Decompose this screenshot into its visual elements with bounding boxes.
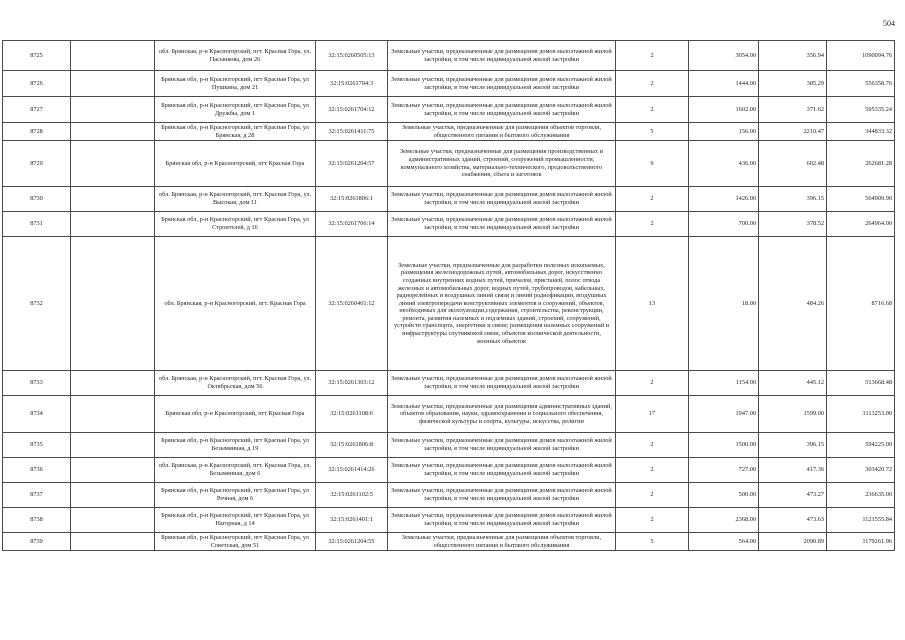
group-code-cell: 2: [616, 371, 689, 396]
cadastral-value-cell: 236635.00: [827, 483, 895, 508]
cadastral-number-cell: 32:15:0261414:26: [316, 458, 388, 483]
specific-value-cell: 2210.47: [759, 123, 827, 141]
cadastral-value-cell: 595335.24: [827, 97, 895, 123]
table-row: [3, 141, 895, 187]
cadastral-number-cell: 32:15:0261806:8: [316, 433, 388, 458]
land-use-cell: Земельные участки, предназначенные для размещения домов малоэтажной жилой застройки, в том числе индивидуальной жилой застройки: [388, 371, 616, 396]
empty-cell: [71, 212, 155, 237]
area-cell: 1426.00: [689, 187, 759, 212]
group-code-cell: 13: [616, 237, 689, 371]
empty-cell: [71, 97, 155, 123]
row-number-cell: 8738: [3, 508, 71, 533]
table-row: [3, 458, 895, 483]
address-cell: обл. Брянская, р-н Красногорский, пгт. Красная Гора: [155, 237, 316, 371]
specific-value-cell: 385.29: [759, 71, 827, 97]
specific-value-cell: 417.36: [759, 458, 827, 483]
empty-cell: [71, 508, 155, 533]
empty-cell: [71, 483, 155, 508]
address-cell: Брянская обл, р-н Красногорский, пгт Красная Гора, ул Советская, дом 51: [155, 533, 316, 551]
cadastral-number-cell: 32:15:0261706:14: [316, 212, 388, 237]
address-cell: Брянская обл, р-н Красногорский, пгт Красная Гора, ул Строителей, д 16: [155, 212, 316, 237]
cadastral-number-cell: 32:15:0261806:1: [316, 187, 388, 212]
table-row: [3, 212, 895, 237]
address-cell: обл. Брянская, р-н Красногорский, пгт. Красная Гора, ул. Безымянная, дом 6: [155, 458, 316, 483]
specific-value-cell: 378.52: [759, 212, 827, 237]
group-code-cell: 2: [616, 483, 689, 508]
cadastral-value-cell: 556358.76: [827, 71, 895, 97]
table-row: [3, 508, 895, 533]
table-row: [3, 123, 895, 141]
cadastral-number-cell: 32:15:0260401:12: [316, 237, 388, 371]
row-number-cell: 8737: [3, 483, 71, 508]
empty-cell: [71, 396, 155, 433]
cadastral-value-cell: 8716.68: [827, 237, 895, 371]
area-cell: 1500.00: [689, 433, 759, 458]
page-number: 504: [883, 19, 895, 28]
table-body: [3, 41, 895, 551]
row-number-cell: 8733: [3, 371, 71, 396]
cadastral-value-cell: 513668.48: [827, 371, 895, 396]
address-cell: Брянская обл, р-н Красногорский, пгт Красная Гора: [155, 396, 316, 433]
table-row: [3, 41, 895, 71]
empty-cell: [71, 458, 155, 483]
table-row: [3, 483, 895, 508]
group-code-cell: 2: [616, 508, 689, 533]
cadastral-value-cell: 262681.28: [827, 141, 895, 187]
land-use-cell: Земельные участки, предназначенные для разработки полезных ископаемых, размещения железнодорожных путей, автомобильных дорог, искусственно созданных внутренних водных путей, причалов, пристаней, полос отвода железных и автомобильных дорог, водных путей, трубопроводов, кабельных, радиорелейных и воздушных линий связи и линий радиофикации, воздушных линий электропередачи конструктивных элементов и сооружений, объектов, необходимых для эксплуатации,содержания, строительства, реконструкции, ремонта, развития наземных и подземных зданий, строений, сооружений, устройств транспорта, энергетики и связи; размещения наземных сооружений и инфраструктуры спутниковой связи, объектов космической деятельности, военных объектов: [388, 237, 616, 371]
specific-value-cell: 445.12: [759, 371, 827, 396]
row-number-cell: 8731: [3, 212, 71, 237]
land-use-cell: Земельные участки, предназначенные для размещения домов малоэтажной жилой застройки, в том числе индивидуальной жилой застройки: [388, 212, 616, 237]
specific-value-cell: 396.15: [759, 187, 827, 212]
land-use-cell: Земельные участки, предназначенные для размещения административных зданий, объектов образования, науки, здравоохранения и социального обеспечения, физической культуры и спорта, культуры, искусства, религии: [388, 396, 616, 433]
address-cell: Брянская обл, р-н Красногорский, пгт Красная Гора, ул Речная, дом 6: [155, 483, 316, 508]
land-use-cell: Земельные участки, предназначенные для размещения объектов торговли, общественного питания и бытового обслуживания: [388, 123, 616, 141]
table-row: [3, 71, 895, 97]
table-row: [3, 237, 895, 371]
group-code-cell: 2: [616, 41, 689, 71]
cadastral-number-cell: 32:15:0260505:13: [316, 41, 388, 71]
empty-cell: [71, 533, 155, 551]
land-use-cell: Земельные участки, предназначенные для размещения домов малоэтажной жилой застройки, в том числе индивидуальной жилой застройки: [388, 41, 616, 71]
cadastral-value-cell: 264964.00: [827, 212, 895, 237]
empty-cell: [71, 371, 155, 396]
group-code-cell: 5: [616, 123, 689, 141]
cadastral-value-cell: 3113253.00: [827, 396, 895, 433]
land-use-cell: Земельные участки, предназначенные для размещения домов малоэтажной жилой застройки, в том числе индивидуальной жилой застройки: [388, 71, 616, 97]
cadastral-number-cell: 32:15:0261411:75: [316, 123, 388, 141]
group-code-cell: 2: [616, 458, 689, 483]
area-cell: 3054.00: [689, 41, 759, 71]
specific-value-cell: 473.63: [759, 508, 827, 533]
land-use-cell: Земельные участки, предназначенные для размещения домов малоэтажной жилой застройки, в том числе индивидуальной жилой застройки: [388, 458, 616, 483]
address-cell: обл. Брянская, р-н Красногорский, пгт. Красная Гора, ул. Октябрьская, дом 56: [155, 371, 316, 396]
specific-value-cell: 356.94: [759, 41, 827, 71]
table-row: [3, 396, 895, 433]
cadastral-number-cell: 32:15:0261401:1: [316, 508, 388, 533]
group-code-cell: 2: [616, 187, 689, 212]
empty-cell: [71, 123, 155, 141]
cadastral-value-cell: 1179261.96: [827, 533, 895, 551]
group-code-cell: 2: [616, 97, 689, 123]
group-code-cell: 5: [616, 533, 689, 551]
group-code-cell: 2: [616, 212, 689, 237]
cadastral-number-cell: 32:15:0261204:57: [316, 141, 388, 187]
land-use-cell: Земельные участки, предназначенные для размещения домов малоэтажной жилой застройки, в том числе индивидуальной жилой застройки: [388, 97, 616, 123]
land-use-cell: Земельные участки, предназначенные для размещения домов малоэтажной жилой застройки, в том числе индивидуальной жилой застройки: [388, 508, 616, 533]
table-row: [3, 433, 895, 458]
specific-value-cell: 371.62: [759, 97, 827, 123]
group-code-cell: 2: [616, 71, 689, 97]
area-cell: 1602.00: [689, 97, 759, 123]
cadastral-number-cell: 32:15:0261303:12: [316, 371, 388, 396]
row-number-cell: 8735: [3, 433, 71, 458]
area-cell: 2368.00: [689, 508, 759, 533]
address-cell: обл. Брянская, р-н Красногорский, пгт. Красная Гора, ул. Пасынкова, дом 26: [155, 41, 316, 71]
group-code-cell: 17: [616, 396, 689, 433]
cadastral-number-cell: 32:15:0261704:3: [316, 71, 388, 97]
table-row: [3, 187, 895, 212]
cadastral-value-cell: 564909.90: [827, 187, 895, 212]
empty-cell: [71, 433, 155, 458]
empty-cell: [71, 237, 155, 371]
cadastral-value-cell: 1121555.84: [827, 508, 895, 533]
area-cell: 700.00: [689, 212, 759, 237]
empty-cell: [71, 41, 155, 71]
empty-cell: [71, 187, 155, 212]
land-use-cell: Земельные участки, предназначенные для размещения производственных и административных зданий, строений, сооружений промышленности, коммунального хозяйства, материально-технического, продовольственного снабжения, сбыта и заготовок: [388, 141, 616, 187]
specific-value-cell: 473.27: [759, 483, 827, 508]
empty-cell: [71, 71, 155, 97]
area-cell: 500.00: [689, 483, 759, 508]
cadastral-number-cell: 32:15:0261204:55: [316, 533, 388, 551]
area-cell: 1154.00: [689, 371, 759, 396]
area-cell: 436.00: [689, 141, 759, 187]
cadastral-number-cell: 32:15:0261108:6: [316, 396, 388, 433]
row-number-cell: 8730: [3, 187, 71, 212]
empty-cell: [71, 141, 155, 187]
row-number-cell: 8728: [3, 123, 71, 141]
specific-value-cell: 1599.00: [759, 396, 827, 433]
table-row: [3, 97, 895, 123]
cadastral-number-cell: 32:15:0261704:12: [316, 97, 388, 123]
cadastral-value-table: [2, 40, 895, 551]
specific-value-cell: 602.48: [759, 141, 827, 187]
table-row: [3, 533, 895, 551]
area-cell: 1444.00: [689, 71, 759, 97]
land-use-cell: Земельные участки, предназначенные для размещения домов малоэтажной жилой застройки, в том числе индивидуальной жилой застройки: [388, 187, 616, 212]
specific-value-cell: 484.26: [759, 237, 827, 371]
specific-value-cell: 2090.89: [759, 533, 827, 551]
cadastral-value-cell: 344833.32: [827, 123, 895, 141]
cadastral-value-cell: 594225.00: [827, 433, 895, 458]
land-use-cell: Земельные участки, предназначенные для размещения объектов торговли, общественного питания и бытового обслуживания: [388, 533, 616, 551]
area-cell: 18.00: [689, 237, 759, 371]
cadastral-number-cell: 32:15:0261102:5: [316, 483, 388, 508]
address-cell: Брянская обл, р-н Красногорский, пгт Красная Гора: [155, 141, 316, 187]
group-code-cell: 2: [616, 433, 689, 458]
address-cell: Брянская обл, р-н Красногорский, пгт Красная Гора, ул Пушкина, дом 21: [155, 71, 316, 97]
cadastral-value-cell: 1090094.76: [827, 41, 895, 71]
address-cell: обл. Брянская, р-н Красногорский, пгт. Красная Гора, ул. Высокая, дом 11: [155, 187, 316, 212]
table-row: [3, 371, 895, 396]
row-number-cell: 8729: [3, 141, 71, 187]
specific-value-cell: 396.15: [759, 433, 827, 458]
row-number-cell: 8727: [3, 97, 71, 123]
area-cell: 564.00: [689, 533, 759, 551]
row-number-cell: 8739: [3, 533, 71, 551]
land-use-cell: Земельные участки, предназначенные для размещения домов малоэтажной жилой застройки, в том числе индивидуальной жилой застройки: [388, 433, 616, 458]
address-cell: Брянская обл, р-н Красногорский, пгт Красная Гора, ул Дружбы, дом 1: [155, 97, 316, 123]
row-number-cell: 8734: [3, 396, 71, 433]
cadastral-value-cell: 303420.72: [827, 458, 895, 483]
land-use-cell: Земельные участки, предназначенные для размещения домов малоэтажной жилой застройки, в том числе индивидуальной жилой застройки: [388, 483, 616, 508]
group-code-cell: 9: [616, 141, 689, 187]
address-cell: Брянская обл, р-н Красногорский, пгт Красная Гора, ул Нагорная, д 14: [155, 508, 316, 533]
area-cell: 1947.00: [689, 396, 759, 433]
row-number-cell: 8726: [3, 71, 71, 97]
row-number-cell: 8736: [3, 458, 71, 483]
row-number-cell: 8732: [3, 237, 71, 371]
row-number-cell: 8725: [3, 41, 71, 71]
address-cell: Брянская обл, р-н Красногорский, пгт Красная Гора, ул Брянская, д 28: [155, 123, 316, 141]
area-cell: 727.00: [689, 458, 759, 483]
area-cell: 156.00: [689, 123, 759, 141]
address-cell: Брянская обл, р-н Красногорский, пгт Красная Гора, ул Безымянная, д 19: [155, 433, 316, 458]
